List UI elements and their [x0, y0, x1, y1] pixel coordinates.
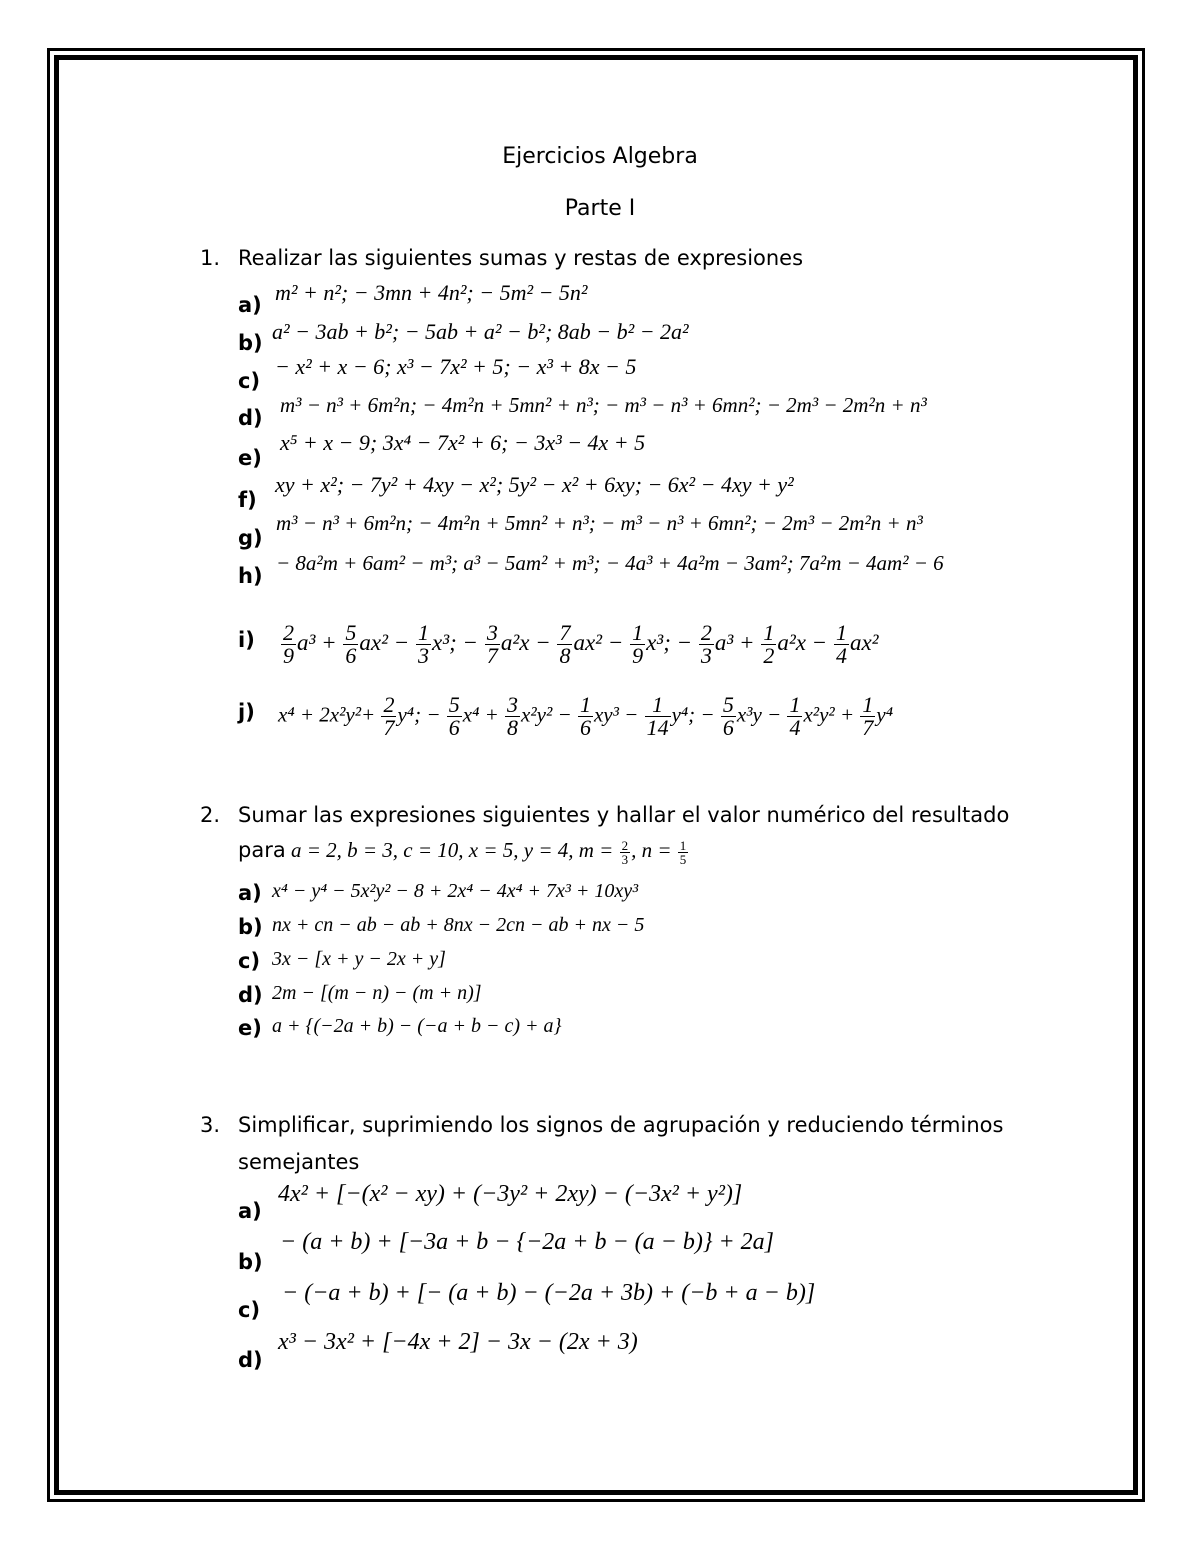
q1-expression-f: xy + x²; − 7y² + 4xy − x²; 5y² − x² + 6xy; − 6x² − 4xy + y² [275, 472, 794, 497]
q1-label-g: g) [238, 526, 263, 550]
fraction-m: $\frac{2}{3}$ [621, 837, 629, 867]
q1-expression-a: m² + n²; − 3mn + 4n²; − 5m² − 5n² [275, 280, 588, 305]
q1-label-i: i) [238, 628, 255, 652]
fraction: $\frac{1}{2}$ [763, 620, 775, 668]
question-1-heading: 1. Realizar las siguientes sumas y restas de expresiones [200, 246, 804, 270]
fraction: $\frac{1}{3}$ [418, 620, 430, 668]
fraction: $\frac{7}{8}$ [559, 620, 571, 668]
q2-expression-c: 3x − [x + y − 2x + y] [272, 948, 446, 970]
q2-label-b: b) [238, 915, 263, 939]
question-3-heading-continued: semejantes [238, 1150, 360, 1174]
fraction: $\frac{3}{8}$ [507, 692, 519, 740]
fraction: $\frac{2}{9}$ [283, 620, 294, 668]
question-3-heading: 3. Simplificar, suprimiendo los signos de agrupación y reduciendo términos [200, 1113, 1004, 1137]
q1-expression-i: $\frac{2}{9}$ a³ + $\frac{5}{6}$ ax² − $\frac{1}{3}$ x³; − $\frac{3}{7}$ a²x − $\frac{7}{8}$ ax² − $\frac{1}{9}$ x³; − $\frac{2}{3}$ a³ + $\frac{1}{2}$ a²x − $\frac{1}{4}$ ax² [283, 620, 879, 668]
q1-expression-e: x⁵ + x − 9; 3x⁴ − 7x² + 6; − 3x³ − 4x + 5 [280, 430, 646, 455]
q2-label-d: d) [238, 983, 263, 1007]
q1-expression-g: m³ − n³ + 6m²n; − 4m²n + 5mn² + n³; − m³ − n³ + 6mn²; − 2m³ − 2m²n + n³ [276, 511, 923, 535]
q1-label-b: b) [238, 331, 263, 355]
fraction: $\frac{1}{14}$ [646, 692, 669, 740]
q2-label-a: a) [238, 881, 262, 905]
q2-label-e: e) [238, 1016, 262, 1040]
page-border-inner [54, 55, 1138, 1495]
page-title: Ejercicios Algebra [502, 144, 698, 169]
q1-label-f: f) [238, 488, 257, 512]
page-subtitle: Parte I [564, 196, 636, 221]
fraction: $\frac{2}{3}$ [700, 620, 712, 668]
q1-label-j: j) [238, 700, 255, 724]
fraction: $\frac{5}{6}$ [448, 692, 460, 740]
fraction: $\frac{1}{6}$ [579, 692, 591, 740]
q2-expression-e: a + {(−2a + b) − (−a + b − c) + a} [272, 1015, 562, 1037]
q2-label-c: c) [238, 949, 261, 973]
q3-label-b: b) [238, 1250, 263, 1274]
q3-expression-b: − (a + b) + [−3a + b − {−2a + b − (a − b)} + 2a] [280, 1229, 774, 1255]
q1-expression-j: x⁴ + 2x²y²+ $\frac{2}{7}$ y⁴; − $\frac{5}{6}$ x⁴ + $\frac{3}{8}$ x²y² − $\frac{1}{6}$ xy³ − $\frac{1}{14}$ y⁴; − $\frac{5}{6}$ x³y − $\frac{1}{4}$ x²y² + $\frac{1}{7}$ y⁴ [278, 692, 893, 740]
q2-expression-a: x⁴ − y⁴ − 5x²y² − 8 + 2x⁴ − 4x⁴ + 7x³ + 10xy³ [272, 880, 639, 902]
q1-label-d: d) [238, 406, 263, 430]
q1-label-e: e) [238, 446, 262, 470]
q1-expression-c: − x² + x − 6; x³ − 7x² + 5; − x³ + 8x − 5 [275, 354, 637, 379]
q3-label-d: d) [238, 1348, 263, 1372]
fraction: $\frac{1}{4}$ [835, 620, 847, 668]
q2-expression-d: 2m − [(m − n) − (m + n)] [272, 982, 482, 1004]
q1-label-a: a) [238, 293, 262, 317]
fraction: $\frac{1}{9}$ [632, 620, 644, 668]
q1-expression-b: a² − 3ab + b²; − 5ab + a² − b²; 8ab − b² − 2a² [272, 319, 689, 344]
question-2-heading: 2. Sumar las expresiones siguientes y hallar el valor numérico del resultado [200, 803, 1010, 827]
fraction: $\frac{5}{6}$ [722, 692, 734, 740]
q3-expression-a: 4x² + [−(x² − xy) + (−3y² + 2xy) − (−3x² + y²)] [278, 1181, 743, 1207]
q2-expression-b: nx + cn − ab − ab + 8nx − 2cn − ab + nx − 5 [272, 914, 645, 936]
q1-label-h: h) [238, 564, 263, 588]
fraction-n: $\frac{1}{5}$ [679, 837, 687, 867]
fraction: $\frac{2}{7}$ [383, 692, 395, 740]
fraction: $\frac{5}{6}$ [345, 620, 357, 668]
q3-label-a: a) [238, 1199, 262, 1223]
fraction: $\frac{1}{4}$ [789, 692, 801, 740]
q3-label-c: c) [238, 1298, 261, 1322]
fraction: $\frac{3}{7}$ [486, 620, 498, 668]
q3-expression-d: x³ − 3x² + [−4x + 2] − 3x − (2x + 3) [278, 1329, 638, 1355]
q1-expression-h: − 8a²m + 6am² − m³; a³ − 5am² + m³; − 4a³ + 4a²m − 3am²; 7a²m − 4am² − 6 [276, 551, 944, 575]
q3-expression-c: − (−a + b) + [− (a + b) − (−2a + 3b) + (−b + a − b)] [282, 1280, 816, 1306]
q1-label-c: c) [238, 369, 261, 393]
q2-values-line: para a = 2, b = 3, c = 10, x = 5, y = 4, m = $\frac{2}{3}$ , n = $\frac{1}{5}$ [238, 837, 687, 867]
fraction: $\frac{1}{7}$ [862, 692, 874, 740]
q1-expression-d: m³ − n³ + 6m²n; − 4m²n + 5mn² + n³; − m³ − n³ + 6mn²; − 2m³ − 2m²n + n³ [280, 393, 927, 417]
